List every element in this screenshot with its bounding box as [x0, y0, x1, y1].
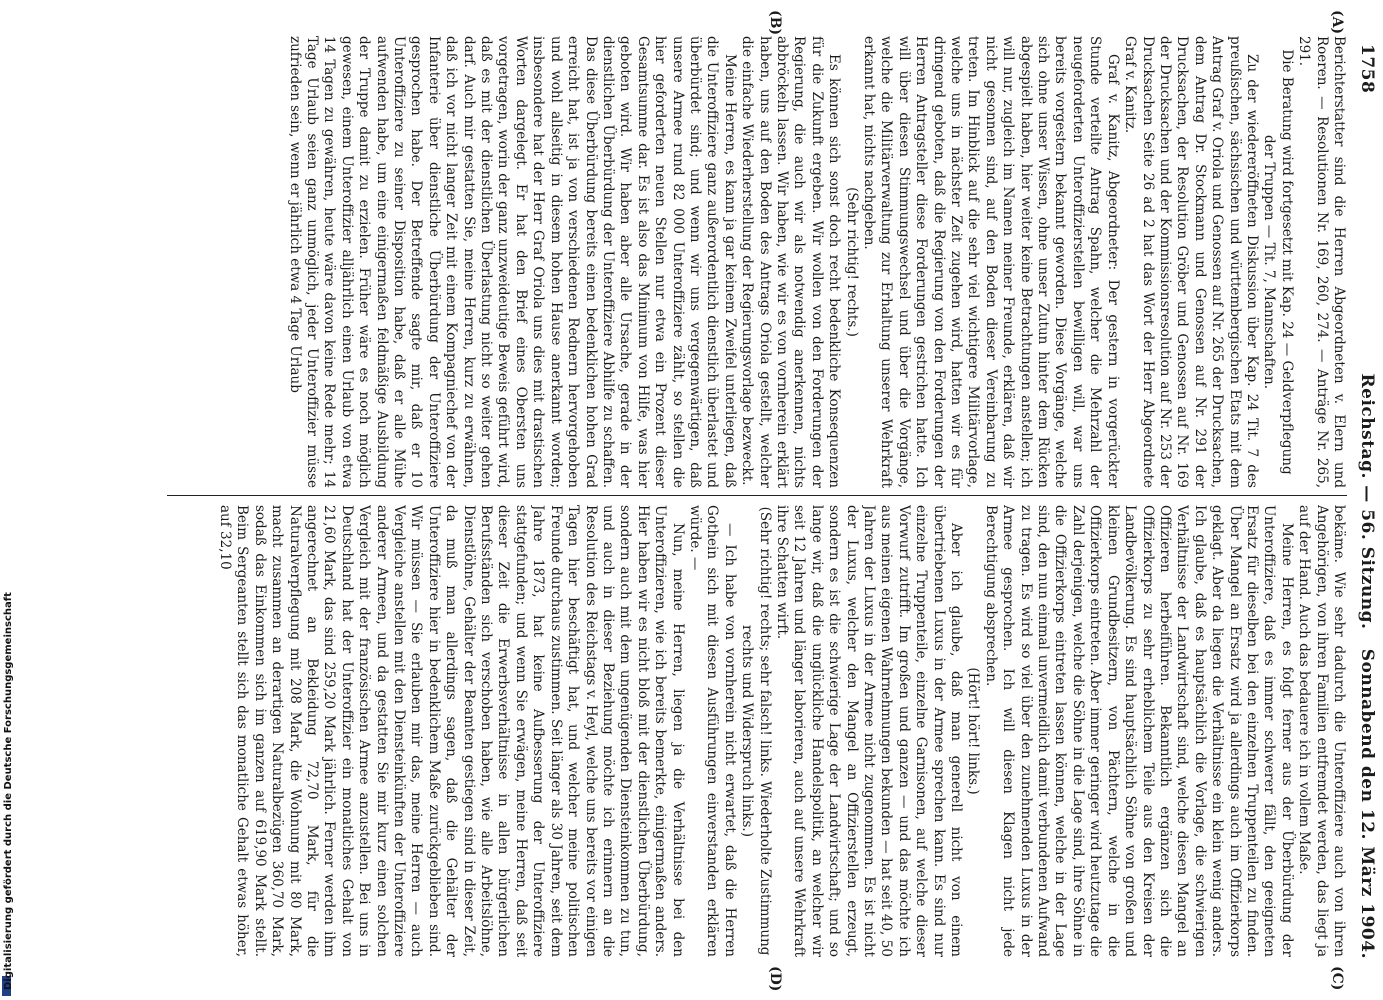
speech-paragraph: Graf v. Kanitz, Abgeordneter: Der gestern in vorgerückter Stunde verteilte Antrag Spahn, welcher die Mehrzahl der neugeforderten Unteroffizierstellen bewilligen will, war uns bereits vorgestern bekannt geworden. Diese Vorgänge, welche sich ohne unser Wissen, ohne unser Zutun hinter dem Rücken abgespielt haben, hier weiter keine Betrachtungen anstellen; ich will nur, zugleich im Namen meiner Freunde, erklären, daß wir nicht gesonnen sind, auf den Boden dieser Vereinbarung zu treten. Im Hinblick auf die sehr viel wichtigere Militärvorlage, welche uns in nächster Zeit zugehen wird, hatten wir es für dringend geboten, daß die Regierung von den Forderungen der Herren Antragsteller diese Forderungen gestrichen hatte. Ich will über diesen Stimmungswechsel und über die Vorgänge, welche die Militärverwaltung zur Erhaltung unserer Wehrkraft erkannt hat, nichts nachgeben. — [861, 36, 1121, 488]
margin-marker-d: (D) — [767, 966, 783, 992]
interjection: (Sehr richtig! rechts.) — [843, 187, 860, 337]
paragraph: — Ich habe von vornherein nicht erwartet, daß die Herren Gothein sich mit diesen Ausführungen einverstanden erklären würde. — — [686, 505, 738, 957]
margin-marker-b: (B) — [767, 10, 783, 36]
paragraph: bekäme. Wie sehr dadurch die Unteroffiziere auch von ihren Angehörigen, von ihren Familien entfremdet werden, das liegt ja auf der Hand. Auch das bedauere ich in vollem Maße. — [1296, 505, 1347, 957]
digitization-credit: Digitalisierung gefördert durch die Deutsche Forschungsgemeinschaft — [3, 592, 14, 990]
agenda-item: Die Beratung wird fortgesetzt mit Kap. 24 — Geldverpflegung der Truppen — Tit. 7, Mannschaften. — [1261, 49, 1295, 475]
session-date: Sonnabend den 12. März 1904. — [1357, 648, 1377, 959]
running-title: Reichstag. — 56. Sitzung. — [1357, 373, 1377, 630]
margin-marker-c: (C) — [1329, 966, 1345, 991]
left-column — [167, 36, 1347, 488]
paragraph: Meine Herren, es kann ja gar keinem Zweifel unterliegen, daß die Unteroffiziere ganz außerordentlich dienstlich überlastet und überbürdet sind; und wenn wir uns vergegenwärtigen, daß unsere Armee rund 82 000 Unteroffiziere zählt, so stellen die hier geforderten neuen Stellen nur etwa ein Prozent dieser Gesamtsumme dar. Es ist also das Minimum von Hilfe, was hier geboten wird. Wir haben aber alle Ursache, gerade in der dienstlichen Überbürdung der Unteroffiziere Abhilfe zu schaffen. Das diese Überbürdung bereits einen bedenklichen hohen Grad erreicht hat, ist ja von verschiedenen Rednern hervorgehoben und wohl allseitig in diesem hohen Hause anerkannt worden; insbesondere hat der Herr Graf Oriola uns dies mit drastischen Worten dargelegt. Er hat den Brief eines Obersten uns vorgetragen, worin der ganz unzweideutige Beweis geführt wird, daß es mit der dienstlichen Überlastung nicht so weiter gehen darf. Auch mir gestatten Sie, meine Herren, kurz zu erwähnen, daß ich vor nicht langer Zeit mit einem Kompagniechef von der Infanterie über dienstliche Überbürdung der Unteroffiziere gesprochen habe. Der Betreffende sagte mir, daß er 10 Unteroffiziere zu seiner Disposition habe, daß er alle Mühe aufwenden habe, um eine einigermaßen feldmäßige Ausbildung der Truppe damit zu erzielen. Früher wäre es noch möglich gewesen, einem Unteroffizier alljährlich einen Urlaub von etwa 14 Tagen zu gewähren, heute wäre davon keine Rede mehr; 14 Tage Urlaub seien ganz unmöglich, jeder Unteroffizier müsse zufrieden sein, wenn er jährlich etwa 4 Tage Urlaub — [286, 36, 738, 488]
interjection: (Hört! hört! links.) — [965, 667, 982, 795]
paragraph: Meine Herren, es folgt ferner aus der Überbürdung der Unteroffiziere, daß es immer schwerer fällt, den geeigneten Ersatz für dieselben bei den einzelnen Truppenteilen zu finden. Über Mangel an Ersatz wird ja allerdings auch im Offizierkorps geklagt. Aber da liegen die Verhältnisse ein klein wenig anders. Ich glaube, daß es hauptsächlich die Vorlage, die schwierigen Verhältnisse der Landwirtschaft sind, welche diesen Mangel an Offizieren herbeiführen. Bekanntlich ergänzen sich die Offizierkorps zu sehr erheblichem Teile aus den Kreisen der Landbevölkerung. Es sind hauptsächlich Söhne von großen und kleinen Grundbesitzern, von Pächtern, welche in die Offizierkorps eintreten. Aber immer geringer wird heutzutage die Zahl derjenigen, welche die Söhne in die Lage sind, ihre Söhne in die Offizierkorps eintreten lassen können, welche in der Lage sind, den nun einmal unvermeidlich damit verbundenen Aufwand zu tragen. Es wird so viel über den zunehmenden Luxus in der Armee gesprochen. Ich will diesen Klagen nicht jede Berechtigung absprechen. — [982, 505, 1295, 957]
paragraph: Aber ich glaube, daß man generell nicht von einem übertriebenen Luxus in der Armee sprechen kann. Es sind nur einzelne Truppenteile, einzelne Garnisonen, auf welche dieser Vorwurf zutrifft. Im großen und ganzen — und das möchte ich aus meinen eigenen Wahrnehmungen bekunden — hat seit 40, 50 Jahren der Luxus in der Armee nicht zugenommen. Es ist nicht der Luxus, welcher den Mangel an Offizierstellen erzeugt, sondern es ist die schwierige Lage der Landwirtschaft; und so lange wir, daß die unglückliche Handelspolitik, an welcher wir seit 12 Jahren und länger laborieren, auch auf unsere Wehrkraft ihre Schatten wirft. — [774, 505, 965, 957]
page-header — [1351, 44, 1377, 959]
page-number: 1758 — [1357, 44, 1377, 94]
margin-marker-a: (A) — [1329, 10, 1345, 35]
paragraph: Nun, meine Herren, liegen ja die Verhältnisse bei den Unteroffizieren, wie ich bereits bemerkte, einigermaßen anders. Hier haben wir es nicht bloß mit der dienstlichen Überbürdung, sondern auch mit dem ungenügenden Diensteinkommen zu tun, und auch in dieser Beziehung möchte ich erinnern an die Resolution des Reichstags v. Heyl, welche uns bereits vor einigen Tagen hier beschäftigt hat, und welcher meine politischen Freunde durchaus zustimmen. Seit länger als 30 Jahren, seit dem Jahre 1873, hat keine Aufbesserung der Unteroffiziere stattgefunden; und wenn Sie erwägen, meine Herren, daß seit dieser Zeit die Erwerbsverhältnisse in allen bürgerlichen Berufsständen sich verschoben haben, wie alle Arbeitslöhne, Dienstlöhne, Gehälter der Beamten gestiegen sind in dieser Zeit, da muß man allerdings sagen, daß die Gehälter der Unteroffiziere hier in bedenklichem Maße zurückgeblieben sind. Wir müssen — Sie erlauben mir das, meine Herren — auch Vergleiche anstellen mit den Diensteinkünften der Unteroffiziere anderer Armeen, und da gestatten Sie mir kurz einen solchen Vergleich mit der französischen Armee anzustellen. Bei uns in Deutschland hat der Unteroffizier ein monatliches Gehalt von 21,60 Mark, das sind 259,20 Mark jährlich. Ferner werden ihm angerechnet an Bekleidung 72,70 Mark, für die Naturalverpflegung mit 208 Mark, die Wohnung mit 80 Mark, macht zusammen an derartigen Naturalbezügen 360,70 Mark, sodaß das Einkommen sich im ganzen auf 619,90 Mark stellt. Beim Sergeanten stellt sich das monatliche Gehalt etwas höher, auf 32,10 — [217, 505, 686, 957]
column-divider — [167, 495, 1347, 496]
right-column — [167, 505, 1347, 957]
paragraph: Berichterstatter sind die Herren Abgeordneten v. Elern und Roeren. — Resolutionen Nr. 169, 260, 274. — Anträge Nr. 265, 291. — [1296, 36, 1347, 488]
rotated-page — [83, 0, 1383, 1000]
digitization-footer — [0, 0, 12, 1000]
interjection: (Sehr richtig! rechts; sehr falsch! links. Wiederholte Zustimmung rechts und Widerspruch links.) — [739, 506, 773, 956]
paragraph: Es können sich sonst doch recht bedenkliche Konsequenzen für die Zukunft ergeben. Wir wollen von den Forderungen der Regierung, die auch wir als notwendig anerkennen, nichts abbröckeln lassen. Wir haben, wie wir es von vornherein erklärt haben, uns auf den Boden des Antrags Oriola gestellt, welcher die einfache Wiederherstellung der Regierungsvorlage bezweckt. — [739, 36, 843, 488]
paragraph: Zu der wiedereröffneten Diskussion über Kap. 24 Tit. 7 des preußischen, sächsischen und württembergischen Etats mit dem Antrag Graf v. Oriola und Genossen auf Nr. 265 der Drucksachen, dem Antrag Dr. Stockmann und Genossen auf Nr. 291 der Drucksachen, der Resolution Gröber und Genossen auf Nr. 169 der Drucksachen und der Kommissionsresolution auf Nr. 253 der Drucksachen Seite 26 ad 2 hat das Wort der Herr Abgeordnete Graf v. Kanitz. — [1122, 36, 1260, 488]
